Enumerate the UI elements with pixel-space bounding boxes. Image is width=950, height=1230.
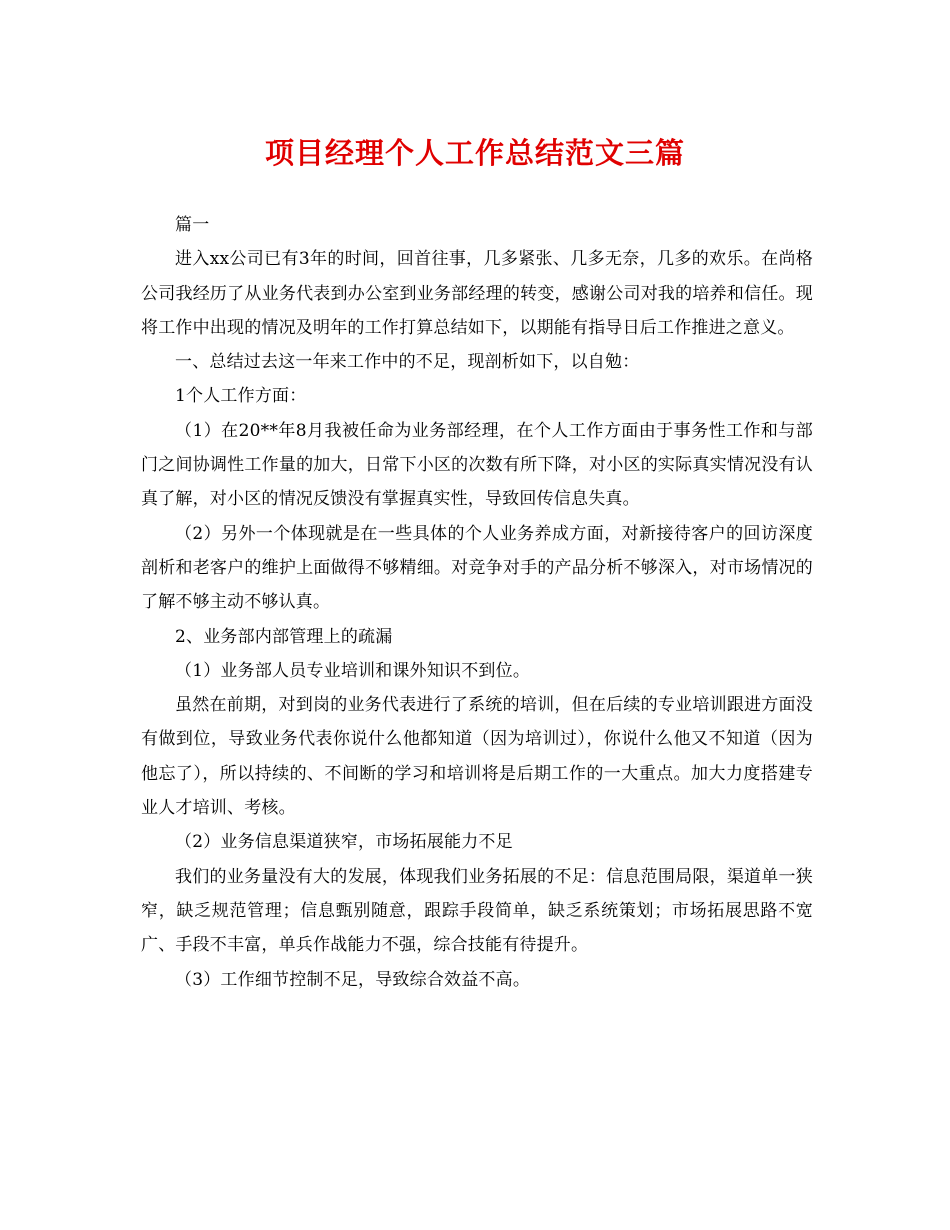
paragraph-management-item-2: （2）业务信息渠道狭窄，市场拓展能力不足 xyxy=(175,832,513,853)
paragraph-training: 虽然在前期，对到岗的业务代表进行了系统的培训，但在后续的专业培训跟进方面没有做到位，导致业务代表你说什么他都知道（因为培训过），你说什么他又不知道（因为他忘了），所以持续的、不间断的学习和培训将是后期工作的一大重点。加大力度搭建专业人才培训、考核。 xyxy=(141,695,813,819)
paragraph-heading-management: 2、业务部内部管理上的疏漏 xyxy=(175,626,393,647)
paragraph-personal-item-1: （1）在20**年8月我被任命为业务部经理，在个人工作方面由于事务性工作和与部门之间协调性工作量的加大，日常下小区的次数有所下降，对小区的实际真实情况没有认真了解，对小区的情况反馈没有掌握真实性，导致回传信息失真。 xyxy=(141,420,813,510)
paragraph-personal-item-2: （2）另外一个体现就是在一些具体的个人业务养成方面，对新接待客户的回访深度剖析和老客户的维护上面做得不够精细。对竞争对手的产品分析不够深入，对市场情况的了解不够主动不够认真。 xyxy=(141,523,813,613)
paragraph-heading-shortcomings: 一、总结过去这一年来工作中的不足，现剖析如下，以自勉： xyxy=(175,352,640,373)
paragraph-management-item-3: （3）工作细节控制不足，导致综合效益不高。 xyxy=(175,969,531,990)
document-body xyxy=(141,208,813,997)
paragraph-intro: 进入xx公司已有3年的时间，回首往事，几多紧张、几多无奈，几多的欢乐。在尚格公司我经历了从业务代表到办公室到业务部经理的转变，感谢公司对我的培养和信任。现将工作中出现的情况及明年的工作打算总结如下，以期能有指导日后工作推进之意义。 xyxy=(141,249,813,338)
paragraph-business-expansion: 我们的业务量没有大的发展，体现我们业务拓展的不足：信息范围局限，渠道单一狭窄，缺乏规范管理；信息甄别随意，跟踪手段简单，缺乏系统策划；市场拓展思路不宽广、手段不丰富，单兵作战能力不强，综合技能有待提升。 xyxy=(141,866,813,956)
paragraph-management-item-1: （1）业务部人员专业培训和课外知识不到位。 xyxy=(175,660,531,681)
document-title: 项目经理个人工作总结范文三篇 xyxy=(264,136,685,170)
paragraph-section-heading: 篇一 xyxy=(175,215,210,235)
paragraph-heading-personal-work: 1个人工作方面： xyxy=(175,386,307,407)
